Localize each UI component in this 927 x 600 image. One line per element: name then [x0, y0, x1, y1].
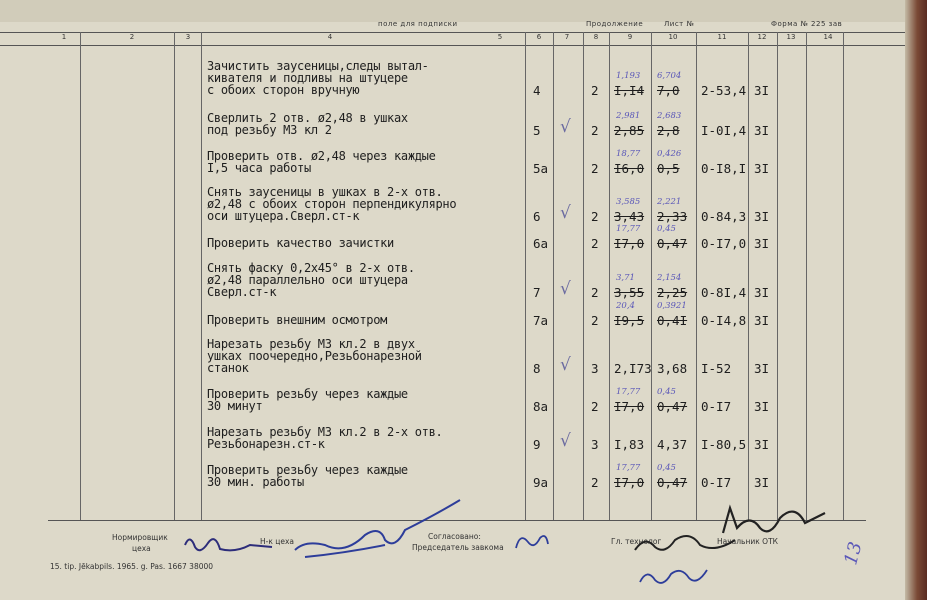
- column-number: 10: [668, 33, 678, 41]
- column-number: 11: [717, 33, 727, 41]
- norm-time-10: 3,68: [657, 361, 688, 376]
- column-divider: [651, 32, 652, 520]
- grade: 3I: [754, 313, 770, 328]
- rate-value: 0-I7: [701, 475, 732, 490]
- operation-text: с обоих сторон вручную: [207, 83, 360, 97]
- column-number-row: [0, 32, 905, 46]
- handwritten-correction: 18,77: [616, 149, 641, 159]
- grade: 3I: [754, 285, 770, 300]
- operation-number: 7а: [533, 313, 549, 328]
- check-mark-icon: √: [560, 203, 571, 223]
- handwritten-correction: 3,585: [616, 197, 641, 207]
- operation-text: Снять заусеницы в ушках в 2-х отв.: [207, 185, 443, 199]
- operation-text: 30 мин. работы: [207, 475, 304, 489]
- grade: 3I: [754, 361, 770, 376]
- signature-predsedatel: [512, 528, 552, 556]
- norm-time-10: 0,4I: [657, 313, 688, 328]
- rate-value: 0-I8,I: [701, 161, 747, 176]
- normirovshchik-label: Нормировщик: [112, 533, 168, 542]
- check-mark-icon: √: [560, 117, 571, 137]
- norm-time-10: 7,0: [657, 83, 680, 98]
- check-mark-icon: √: [560, 355, 571, 375]
- column-divider: [777, 32, 778, 520]
- rate-value: I-0I,4: [701, 123, 747, 138]
- operation-text: Сверлить 2 отв. ø2,48 в ушках: [207, 111, 408, 125]
- check-mark-icon: √: [560, 279, 571, 299]
- category: 2: [591, 209, 599, 224]
- continuation-label: Продолжение: [586, 20, 644, 28]
- operation-number: 8: [533, 361, 541, 376]
- category: 2: [591, 475, 599, 490]
- category: 2: [591, 123, 599, 138]
- handwritten-correction: 0,45: [657, 387, 676, 397]
- norm-time-9: I6,0: [614, 161, 645, 176]
- handwritten-correction: 2,981: [616, 111, 641, 121]
- column-number: 3: [185, 33, 191, 41]
- signature-field-label: поле для подписки: [378, 20, 458, 28]
- operation-number: 9а: [533, 475, 549, 490]
- operation-number: 6: [533, 209, 541, 224]
- grade: 3I: [754, 83, 770, 98]
- column-divider: [174, 32, 175, 520]
- operation-text: кивателя и подливы на штуцере: [207, 71, 408, 85]
- operation-text: 30 минут: [207, 399, 263, 413]
- category: 2: [591, 313, 599, 328]
- print-info: 15. tip. Jēkabpils. 1965. g. Pas. 1667 38000: [50, 562, 214, 571]
- rate-value: 2-53,4: [701, 83, 747, 98]
- operation-text: Нарезать резьбу М3 кл.2 в 2-х отв.: [207, 425, 443, 439]
- handwritten-correction: 0,45: [657, 224, 676, 234]
- rate-value: 0-I7,0: [701, 236, 747, 251]
- handwritten-correction: 20,4: [616, 301, 635, 311]
- operation-text: Снять фаску 0,2x45° в 2-х отв.: [207, 261, 415, 275]
- category: 2: [591, 236, 599, 251]
- norm-time-9: I,83: [614, 437, 645, 452]
- grade: 3I: [754, 123, 770, 138]
- rate-value: I-52: [701, 361, 732, 376]
- rate-value: I-80,5: [701, 437, 747, 452]
- norm-time-9: 2,85: [614, 123, 645, 138]
- norm-time-10: 4,37: [657, 437, 688, 452]
- form-label: Форма № 225 зав: [771, 20, 843, 28]
- category: 2: [591, 83, 599, 98]
- nachalnik-otk-label: Начальник ОТК: [717, 537, 778, 546]
- column-divider: [843, 32, 844, 520]
- handwritten-correction: 0,45: [657, 463, 676, 473]
- binder-edge: [905, 0, 927, 600]
- norm-time-10: 2,8: [657, 123, 680, 138]
- column-divider: [80, 32, 81, 520]
- column-divider: [609, 32, 610, 520]
- column-divider: [806, 32, 807, 520]
- grade: 3I: [754, 437, 770, 452]
- predsedatel-label: Председатель завкома: [412, 543, 504, 552]
- grade: 3I: [754, 475, 770, 490]
- norm-time-9: I,I4: [614, 83, 645, 98]
- operation-text: Зачистить заусеницы,следы вытал-: [207, 59, 429, 73]
- column-number: 8: [593, 33, 599, 41]
- norm-time-9: 3,43: [614, 209, 645, 224]
- operation-text: ø2,48 с обоих сторон перпендикулярно: [207, 197, 457, 211]
- grade: 3I: [754, 236, 770, 251]
- handwritten-correction: 2,683: [657, 111, 682, 121]
- gl-tekhnolog-label: Гл. технолог: [611, 537, 662, 546]
- rate-value: 0-I4,8: [701, 313, 747, 328]
- handwritten-correction: 2,221: [657, 197, 682, 207]
- column-number: 13: [786, 33, 796, 41]
- signature-nach-tsekha: [285, 495, 465, 570]
- norm-time-10: 0,47: [657, 475, 688, 490]
- operation-text: ø2,48 параллельно оси штуцера: [207, 273, 408, 287]
- operation-number: 5: [533, 123, 541, 138]
- handwritten-correction: 2,154: [657, 273, 682, 283]
- soglasovano-label: Согласовано:: [428, 532, 481, 541]
- rate-value: 0-8I,4: [701, 285, 747, 300]
- column-number: 9: [627, 33, 633, 41]
- operation-text: Сверл.ст-к: [207, 285, 277, 299]
- column-divider: [525, 32, 526, 520]
- handwritten-correction: 3,71: [616, 273, 635, 283]
- operation-number: 7: [533, 285, 541, 300]
- column-divider: [748, 32, 749, 520]
- signature-normirovshchik: [180, 525, 280, 560]
- operation-text: под резьбу М3 кл 2: [207, 123, 332, 137]
- column-number: 12: [757, 33, 767, 41]
- column-number: 6: [536, 33, 542, 41]
- column-number: 7: [564, 33, 570, 41]
- page-note: 13: [840, 539, 867, 568]
- nach-tsekha-label: Н-к цеха: [260, 537, 295, 546]
- category: 2: [591, 161, 599, 176]
- signature-field-band: [0, 0, 905, 22]
- column-number: 4: [327, 33, 333, 41]
- signature-nachalnik-otk: [715, 498, 830, 548]
- column-number: 2: [129, 33, 135, 41]
- grade: 3I: [754, 161, 770, 176]
- norm-time-10: 2,25: [657, 285, 688, 300]
- operation-text: Проверить резьбу через каждые: [207, 463, 408, 477]
- norm-time-9: I9,5: [614, 313, 645, 328]
- norm-time-9: I7,0: [614, 236, 645, 251]
- grade: 3I: [754, 399, 770, 414]
- norm-time-9: I7,0: [614, 475, 645, 490]
- handwritten-correction: 0,3921: [657, 301, 687, 311]
- norm-time-9: 2,I73: [614, 361, 652, 376]
- column-divider: [553, 32, 554, 520]
- operation-text: Нарезать резьбу М3 кл.2 в двух: [207, 337, 415, 351]
- norm-time-9: 3,55: [614, 285, 645, 300]
- operation-text: Резьбонарезн.ст-к: [207, 437, 325, 451]
- operation-number: 8а: [533, 399, 549, 414]
- category: 3: [591, 361, 599, 376]
- operation-text: I,5 часа работы: [207, 161, 311, 175]
- category: 2: [591, 285, 599, 300]
- handwritten-correction: 1,193: [616, 71, 641, 81]
- operation-number: 9: [533, 437, 541, 452]
- category: 3: [591, 437, 599, 452]
- norm-time-10: 0,5: [657, 161, 680, 176]
- handwritten-correction: 17,77: [616, 387, 641, 397]
- column-number: 1: [61, 33, 67, 41]
- rate-value: 0-I7: [701, 399, 732, 414]
- operation-number: 4: [533, 83, 541, 98]
- operation-text: Проверить резьбу через каждые: [207, 387, 408, 401]
- column-divider: [583, 32, 584, 520]
- tsekha-label: цеха: [132, 544, 151, 553]
- operation-text: Проверить внешним осмотром: [207, 313, 388, 327]
- norm-time-9: I7,0: [614, 399, 645, 414]
- operation-text: Проверить качество зачистки: [207, 236, 394, 250]
- signature-bottom: [635, 560, 715, 592]
- category: 2: [591, 399, 599, 414]
- norm-time-10: 2,33: [657, 209, 688, 224]
- rate-value: 0-84,3: [701, 209, 747, 224]
- operation-number: 5а: [533, 161, 549, 176]
- sheet-label: Лист №: [664, 20, 695, 28]
- operation-text: оси штуцера.Сверл.ст-к: [207, 209, 360, 223]
- column-divider: [201, 32, 202, 520]
- norm-time-10: 0,47: [657, 399, 688, 414]
- handwritten-correction: 6,704: [657, 71, 682, 81]
- operation-text: ушках поочередно,Резьбонарезной: [207, 349, 422, 363]
- norm-time-10: 0,47: [657, 236, 688, 251]
- handwritten-correction: 0,426: [657, 149, 682, 159]
- operation-number: 6а: [533, 236, 549, 251]
- column-divider: [696, 32, 697, 520]
- column-number: 14: [823, 33, 833, 41]
- column-number: 5: [497, 33, 503, 41]
- handwritten-correction: 17,77: [616, 463, 641, 473]
- check-mark-icon: √: [560, 431, 571, 451]
- grade: 3I: [754, 209, 770, 224]
- operation-text: Проверить отв. ø2,48 через каждые: [207, 149, 436, 163]
- operation-text: станок: [207, 361, 249, 375]
- handwritten-correction: 17,77: [616, 224, 641, 234]
